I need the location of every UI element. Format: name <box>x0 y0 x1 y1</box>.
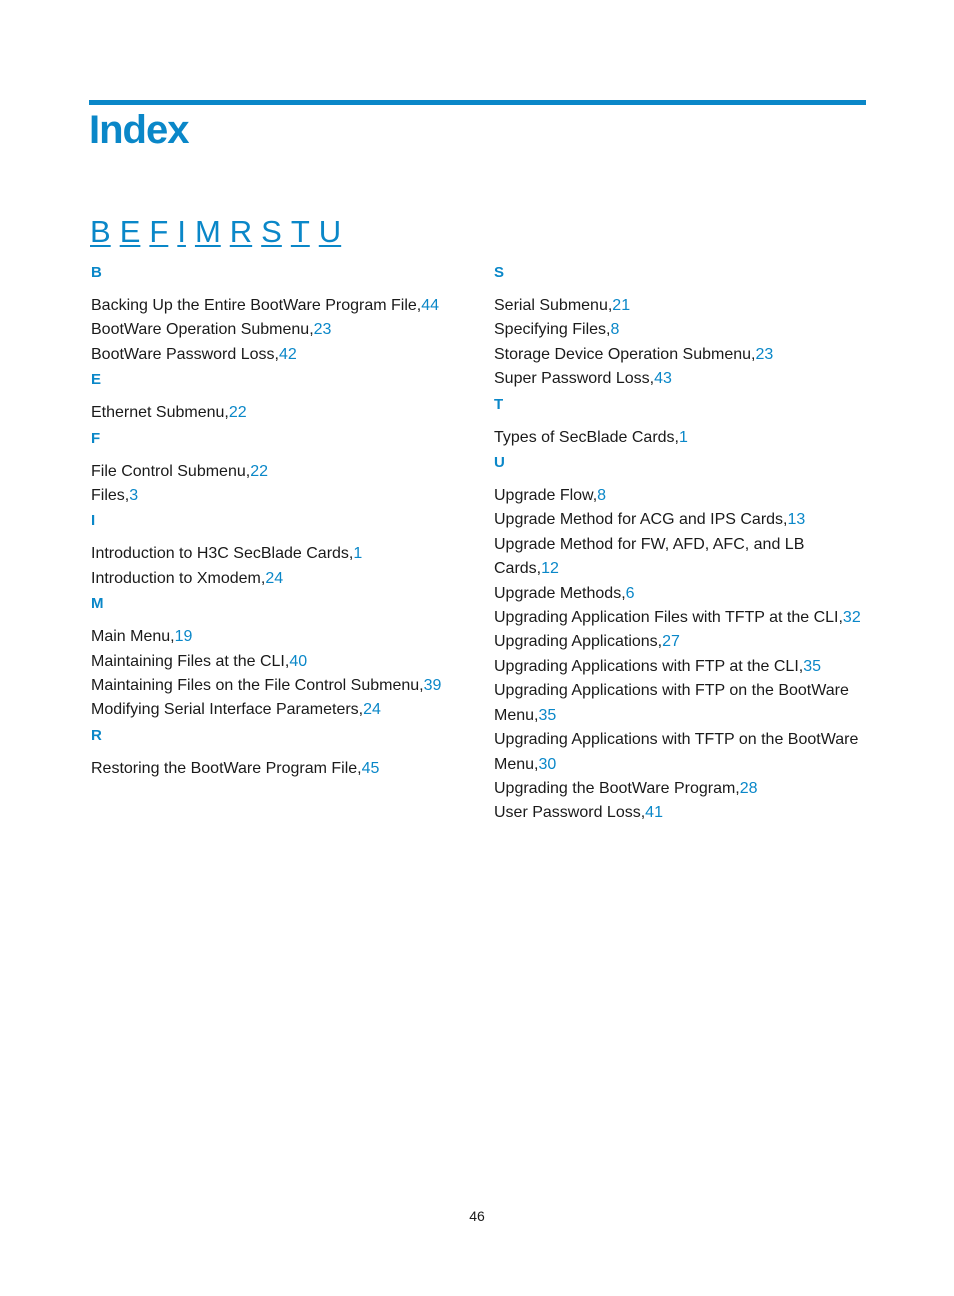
section-heading: E <box>91 371 102 389</box>
index-section-t <box>494 394 866 450</box>
entry-page-link[interactable]: 27 <box>662 633 680 651</box>
entry-page-link[interactable]: 6 <box>625 584 635 602</box>
index-entry <box>91 698 463 722</box>
entry-page-link[interactable]: 8 <box>610 321 620 339</box>
index-entry <box>91 542 463 566</box>
section-heading: S <box>494 264 505 281</box>
letter-link-b[interactable]: B <box>90 214 111 249</box>
index-entry <box>91 294 463 318</box>
index-entry <box>91 401 463 425</box>
entry-label: Ethernet Submenu, <box>91 404 229 422</box>
entry-page-link[interactable]: 22 <box>250 462 268 480</box>
entry-page-link[interactable]: 35 <box>803 657 821 675</box>
entry-page-link[interactable]: 8 <box>597 487 607 505</box>
section-heading: I <box>91 512 96 530</box>
index-entry <box>494 801 866 825</box>
entry-page-link[interactable]: 30 <box>538 755 557 773</box>
index-entry <box>91 674 463 698</box>
entry-label: Upgrading the BootWare Program, <box>494 779 740 797</box>
entry-page-link[interactable]: 42 <box>278 345 297 363</box>
entry-page-link[interactable]: 21 <box>612 297 631 314</box>
index-entry <box>91 567 463 591</box>
entry-label: Super Password Loss, <box>494 370 655 388</box>
entry-label: File Control Submenu, <box>91 462 251 480</box>
index-entry <box>494 630 866 654</box>
entry-page-link[interactable]: 23 <box>313 321 332 339</box>
letter-link-e[interactable]: E <box>119 214 141 249</box>
entry-label: Maintaining Files on the File Control Submenu, <box>91 677 424 695</box>
letter-link-f[interactable]: F <box>149 214 169 249</box>
title-rule <box>89 100 866 105</box>
section-heading: U <box>494 454 505 472</box>
entry-page-link[interactable]: 23 <box>755 345 774 363</box>
index-entry <box>91 484 463 508</box>
entry-label: Upgrade Method for FW, AFD, AFC, and LB Cards, <box>494 535 805 578</box>
index-entry <box>91 625 463 649</box>
entry-label: Maintaining Files at the CLI, <box>91 652 290 670</box>
entry-page-link[interactable]: 39 <box>423 677 442 695</box>
index-entry <box>494 777 866 801</box>
entry-label: BootWare Operation Submenu, <box>91 321 314 339</box>
letter-link-t[interactable]: T <box>290 214 310 249</box>
entry-page-link[interactable]: 35 <box>538 706 557 724</box>
entry-label: Restoring the BootWare Program File, <box>91 759 362 777</box>
index-entry <box>494 655 866 679</box>
page-title: Index <box>89 108 189 152</box>
index-section-e <box>91 369 463 425</box>
entry-label: Introduction to Xmodem, <box>91 569 266 587</box>
index-entry <box>91 318 463 342</box>
index-entry <box>494 343 866 367</box>
index-entry <box>494 367 866 391</box>
letter-link-s[interactable]: S <box>261 214 282 249</box>
entry-page-link[interactable]: 24 <box>265 569 284 587</box>
section-heading: B <box>91 264 102 281</box>
section-heading: M <box>91 595 104 613</box>
entry-page-link[interactable]: 40 <box>289 652 308 670</box>
index-entry <box>494 294 866 318</box>
entry-label: Modifying Serial Interface Parameters, <box>91 701 364 719</box>
entry-label: Upgrade Methods, <box>494 584 626 602</box>
entry-page-link[interactable]: 22 <box>228 404 247 422</box>
index-entry <box>494 426 866 450</box>
index-entry <box>91 757 463 781</box>
entry-label: Serial Submenu, <box>494 297 613 314</box>
index-section-u <box>494 452 866 826</box>
entry-label: BootWare Password Loss, <box>91 345 279 363</box>
entry-label: Specifying Files, <box>494 321 611 339</box>
entry-page-link[interactable]: 13 <box>787 511 806 529</box>
letter-link-u[interactable]: U <box>318 214 342 249</box>
entry-page-link[interactable]: 45 <box>361 759 380 777</box>
index-entry <box>494 508 866 532</box>
entry-label: Upgrading Applications with TFTP on the BootWare Menu, <box>494 731 859 773</box>
index-column-right <box>494 262 866 828</box>
section-heading: R <box>91 726 102 744</box>
index-entry <box>91 650 463 674</box>
entry-page-link[interactable]: 24 <box>363 701 381 719</box>
index-entry <box>494 679 866 728</box>
entry-label: Upgrade Flow, <box>494 487 598 505</box>
entry-label: Files, <box>91 487 130 505</box>
letter-link-m[interactable]: M <box>194 214 221 249</box>
section-heading: T <box>494 395 504 413</box>
index-section-b <box>91 262 463 367</box>
index-section-s <box>494 262 866 392</box>
entry-page-link[interactable]: 32 <box>842 609 861 627</box>
index-section-i <box>91 510 463 591</box>
entry-label: Main Menu, <box>91 628 175 646</box>
index-section-r <box>91 725 463 781</box>
index-entry <box>494 484 866 508</box>
entry-label: Upgrading Applications with FTP on the BootWare Menu, <box>494 682 849 724</box>
index-entry <box>91 343 463 367</box>
letter-navigation <box>90 214 341 250</box>
index-entry <box>494 728 866 777</box>
index-section-f <box>91 428 463 509</box>
entry-label: Upgrading Application Files with TFTP at the CLI, <box>494 609 843 627</box>
entry-page-link[interactable]: 3 <box>129 487 139 505</box>
index-column-left <box>91 262 463 783</box>
entry-label: Upgrade Method for ACG and IPS Cards, <box>494 511 788 529</box>
index-entry <box>91 460 463 484</box>
entry-label: Introduction to H3C SecBlade Cards, <box>91 545 354 563</box>
page-number: 46 <box>469 1208 485 1224</box>
entry-page-link[interactable]: 19 <box>174 628 193 646</box>
entry-label: Backing Up the Entire BootWare Program File, <box>91 297 422 314</box>
entry-page-link[interactable]: 28 <box>739 779 758 797</box>
index-section-m <box>91 593 463 723</box>
entry-label: Upgrading Applications, <box>494 633 663 651</box>
entry-page-link[interactable]: 1 <box>678 428 688 446</box>
entry-page-link[interactable]: 12 <box>541 560 559 578</box>
index-entry <box>494 582 866 606</box>
index-entry <box>494 606 866 630</box>
index-entry <box>494 533 866 582</box>
entry-page-link[interactable]: 41 <box>645 804 663 822</box>
entry-label: Types of SecBlade Cards, <box>494 428 679 446</box>
index-entry <box>494 318 866 342</box>
entry-page-link[interactable]: 1 <box>353 545 363 563</box>
entry-label: User Password Loss, <box>494 804 646 822</box>
letter-link-r[interactable]: R <box>229 214 253 249</box>
entry-page-link[interactable]: 43 <box>654 370 672 388</box>
entry-label: Storage Device Operation Submenu, <box>494 345 756 363</box>
letter-link-i[interactable]: I <box>177 214 186 249</box>
entry-page-link[interactable]: 44 <box>421 297 440 314</box>
entry-label: Upgrading Applications with FTP at the CLI, <box>494 657 804 675</box>
section-heading: F <box>91 429 101 447</box>
